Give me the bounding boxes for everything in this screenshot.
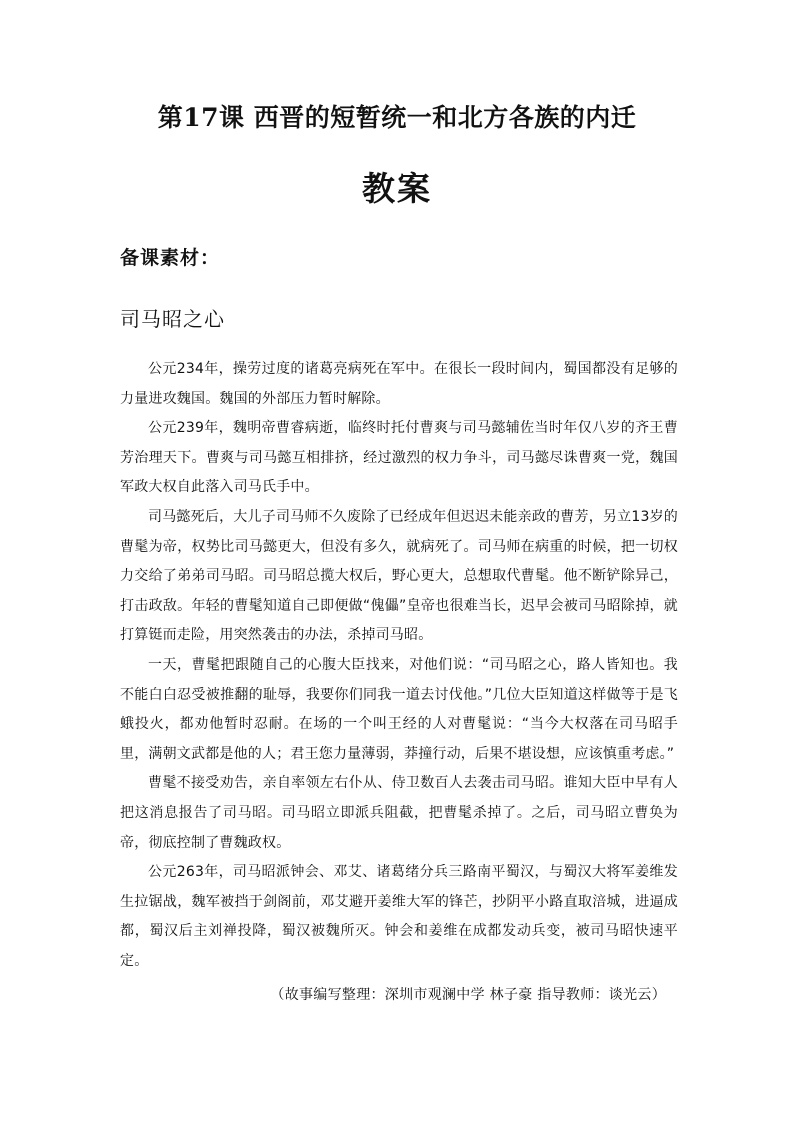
- story-body: [120, 355, 678, 976]
- lesson-subtitle: 教案: [362, 169, 432, 208]
- paragraph-3: 司马懿死后，大儿子司马师不久废除了已经成年但迟迟未能亲政的曹芳，另立13岁的曹髦为帝，权势比司马懿更大，但没有多久，就病死了。司马师在病重的时候，把一切权力交给了弟弟司马昭。司马昭总揽大权后，野心更大，总想取代曹髦。他不断铲除异己，打击政敌。年轻的曹髦知道自己即便做“傀儡”皇帝也很难当长，迟早会被司马昭除掉，就打算铤而走险，用突然袭击的办法，杀掉司马昭。: [120, 508, 678, 644]
- paragraph-4: 一天，曹髦把跟随自己的心腹大臣找来，对他们说：“司马昭之心，路人皆知也。我不能白白忍受被推翻的耻辱，我要你们同我一道去讨伐他。”几位大臣知道这样做等于是飞蛾投火，都劝他暂时忍耐。在场的一个叫王经的人对曹髦说：“当今大权落在司马昭手里，满朝文武都是他的人；君王您力量薄弱，莽撞行动，后果不堪设想，应该慎重考虑。”: [120, 656, 678, 762]
- paragraph-5: 曹髦不接受劝告，亲自率领左右仆从、侍卫数百人去袭击司马昭。谁知大臣中早有人把这消息报告了司马昭。司马昭立即派兵阻截，把曹髦杀掉了。之后，司马昭立曹奂为帝，彻底控制了曹魏政权。: [120, 775, 678, 851]
- section-label: 备课素材：: [120, 247, 221, 269]
- story-heading: 司马昭之心: [120, 307, 225, 331]
- story-credit: （故事编写整理：深圳市观澜中学 林子豪 指导教师：谈光云）: [270, 987, 666, 1003]
- paragraph-1: 公元234年，操劳过度的诸葛亮病死在军中。在很长一段时间内，蜀国都没有足够的力量进攻魏国。魏国的外部压力暂时解除。: [120, 361, 678, 407]
- lesson-title: 第17课 西晋的短暂统一和北方各族的内迁: [157, 103, 637, 132]
- paragraph-6: 公元263年，司马昭派钟会、邓艾、诸葛绪分兵三路南平蜀汉，与蜀汉大将军姜维发生拉锯战，魏军被挡于剑阁前，邓艾避开姜维大军的锋芒，抄阴平小路直取涪城，进逼成都，蜀汉后主刘禅投降，蜀汉被魏所灭。钟会和姜维在成都发动兵变，被司马昭快速平定。: [120, 864, 678, 969]
- paragraph-2: 公元239年，魏明帝曹睿病逝，临终时托付曹爽与司马懿辅佐当时年仅八岁的齐王曹芳治理天下。曹爽与司马懿互相排挤，经过激烈的权力争斗，司马懿尽诛曹爽一党，魏国军政大权自此落入司马氏手中。: [120, 420, 678, 496]
